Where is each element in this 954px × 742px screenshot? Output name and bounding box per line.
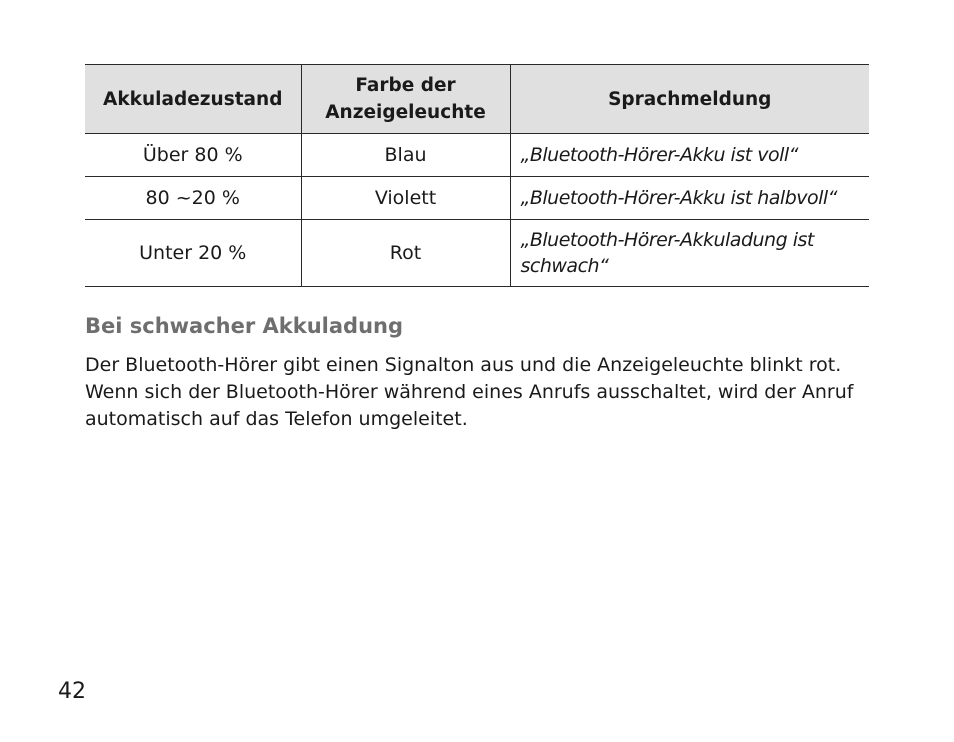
- cell-indicator-color: Rot: [301, 220, 510, 287]
- table-row: [85, 177, 869, 220]
- header-battery-level: Akkuladezustand: [85, 65, 301, 134]
- cell-battery-level: Unter 20 %: [85, 220, 301, 287]
- voice-message-line: „Bluetooth-Hörer-Akku ist voll“: [520, 144, 798, 166]
- header-indicator-color: [301, 65, 510, 134]
- cell-voice-message: [510, 220, 869, 287]
- section-heading: Bei schwacher Akkuladung: [85, 314, 404, 338]
- voice-message-line: „Bluetooth-Hörer-Akku ist halbvoll“: [520, 187, 838, 209]
- header-voice-message: Sprachmeldung: [510, 65, 869, 134]
- cell-indicator-color: Blau: [301, 134, 510, 177]
- voice-message-line: „Bluetooth-Hörer-Akkuladung ist: [520, 229, 814, 251]
- table-row: [85, 134, 869, 177]
- battery-status-table: [85, 64, 869, 287]
- body-line: automatisch auf das Telefon umgeleitet.: [85, 408, 468, 430]
- body-paragraph: [85, 352, 869, 433]
- page-number: 42: [58, 679, 86, 704]
- body-line: Wenn sich der Bluetooth-Hörer während eines Anrufs ausschaltet, wird der Anruf: [85, 381, 854, 403]
- cell-battery-level: Über 80 %: [85, 134, 301, 177]
- table-header-row: [85, 65, 869, 134]
- cell-battery-level: 80 ~20 %: [85, 177, 301, 220]
- table-row: [85, 220, 869, 287]
- cell-voice-message: [510, 134, 869, 177]
- cell-voice-message: [510, 177, 869, 220]
- header-indicator-color-line2: Anzeigeleuchte: [325, 102, 486, 123]
- voice-message-line: schwach“: [520, 255, 609, 277]
- cell-indicator-color: Violett: [301, 177, 510, 220]
- body-line: Der Bluetooth-Hörer gibt einen Signalton aus und die Anzeigeleuchte blinkt rot.: [85, 354, 842, 376]
- header-indicator-color-line1: Farbe der: [355, 75, 456, 96]
